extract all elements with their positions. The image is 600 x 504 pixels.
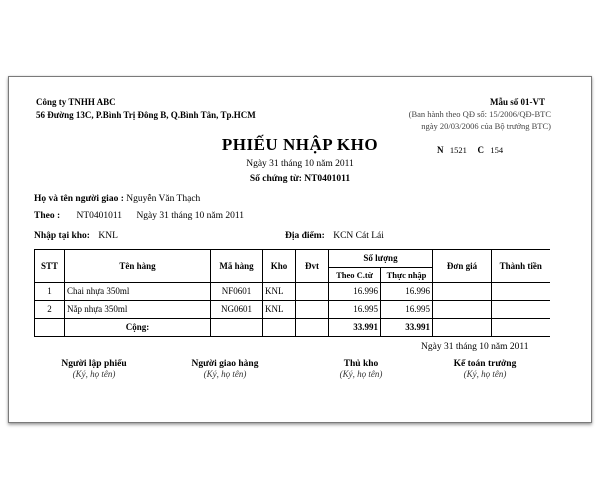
signature-note: (Ký, họ tên) <box>203 369 247 379</box>
account-codes <box>437 145 503 155</box>
header-qty-doc: Theo C.từ <box>329 268 381 283</box>
signature-role: Kế toán trưởng <box>453 359 517 369</box>
row-price <box>433 301 492 319</box>
total-label: Cộng: <box>65 319 211 337</box>
row-store: KNL <box>263 283 296 301</box>
signature-role: Người giao hàng <box>191 359 259 369</box>
table-row <box>35 283 550 301</box>
row-qty-real: 16.995 <box>381 301 433 319</box>
deliverer-name: Nguyễn Văn Thạch <box>126 194 201 204</box>
signature-note: (Ký, họ tên) <box>72 369 116 379</box>
header-code: Mã hàng <box>211 250 263 283</box>
doc-no-label: Số chứng từ: <box>249 174 302 184</box>
signature-preparer <box>34 359 154 379</box>
form-number: Mẫu số 01-VT <box>489 97 545 107</box>
credit-account: 154 <box>490 145 504 155</box>
location-line <box>285 231 384 241</box>
signature-role: Người lập phiếu <box>61 359 127 369</box>
warehouse-line <box>34 231 118 241</box>
reference-number: NT0401011 <box>76 211 123 221</box>
credit-label: C <box>477 145 484 155</box>
form-info <box>409 96 551 132</box>
row-price <box>433 283 492 301</box>
header-qty: Số lượng <box>329 250 433 268</box>
header-store: Kho <box>263 250 296 283</box>
row-name: Chai nhựa 350ml <box>65 283 211 301</box>
total-qty-real: 33.991 <box>381 319 433 337</box>
reference-date: Ngày 31 tháng 10 năm 2011 <box>136 211 244 221</box>
header-stt: STT <box>35 250 65 283</box>
row-code: NG0601 <box>211 301 263 319</box>
header-price: Đơn giá <box>433 250 492 283</box>
document-number <box>9 174 591 184</box>
company-block <box>36 96 256 122</box>
table-row <box>35 301 550 319</box>
row-unit <box>296 283 329 301</box>
row-qty-doc: 16.995 <box>329 301 381 319</box>
deliverer-label: Họ và tên người giao : <box>34 194 124 204</box>
signature-deliverer <box>165 359 285 379</box>
warehouse-label: Nhập tại kho: <box>34 231 90 241</box>
row-stt: 2 <box>35 301 65 319</box>
signature-storekeeper <box>301 359 421 379</box>
row-code: NF0601 <box>211 283 263 301</box>
row-amount <box>492 283 550 301</box>
signature-note: (Ký, họ tên) <box>463 369 507 379</box>
doc-no-value: NT0401011 <box>304 174 351 184</box>
row-amount <box>492 301 550 319</box>
row-unit <box>296 301 329 319</box>
signature-chief-accountant <box>425 359 545 379</box>
row-qty-real: 16.996 <box>381 283 433 301</box>
debit-label: N <box>437 145 444 155</box>
document-page <box>8 76 592 423</box>
total-qty-doc: 33.991 <box>329 319 381 337</box>
debit-account: 1521 <box>449 145 467 155</box>
reference-label: Theo : <box>34 211 61 221</box>
header-name: Tên hàng <box>65 250 211 283</box>
company-name: Công ty TNHH ABC <box>36 97 116 107</box>
company-address: 56 Đường 13C, P.Bình Trị Đông B, Q.Bình Tân, Tp.HCM <box>36 110 256 120</box>
signature-role: Thủ kho <box>343 359 379 369</box>
signature-note: (Ký, họ tên) <box>339 369 383 379</box>
reference-line <box>34 211 244 221</box>
header-unit: Đvt <box>296 250 329 283</box>
header-amount: Thành tiền <box>492 250 550 283</box>
location-value: KCN Cát Lái <box>333 231 384 241</box>
row-stt: 1 <box>35 283 65 301</box>
form-issued-line1: (Ban hành theo QĐ số: 15/2006/QĐ-BTC <box>408 109 551 119</box>
row-qty-doc: 16.996 <box>329 283 381 301</box>
signature-date: Ngày 31 tháng 10 năm 2011 <box>421 342 529 352</box>
deliverer-line <box>34 194 200 204</box>
goods-table <box>34 249 550 337</box>
document-title: PHIẾU NHẬP KHO <box>221 135 379 154</box>
row-store: KNL <box>263 301 296 319</box>
warehouse-value: KNL <box>98 231 118 241</box>
document-date: Ngày 31 tháng 10 năm 2011 <box>246 159 354 169</box>
total-row <box>35 319 550 337</box>
form-issued-line2: ngày 20/03/2006 của Bộ trưởng BTC) <box>421 121 551 131</box>
table-header-row <box>35 250 550 268</box>
header-qty-real: Thực nhập <box>381 268 433 283</box>
row-name: Nắp nhựa 350ml <box>65 301 211 319</box>
location-label: Địa điểm: <box>285 231 325 241</box>
